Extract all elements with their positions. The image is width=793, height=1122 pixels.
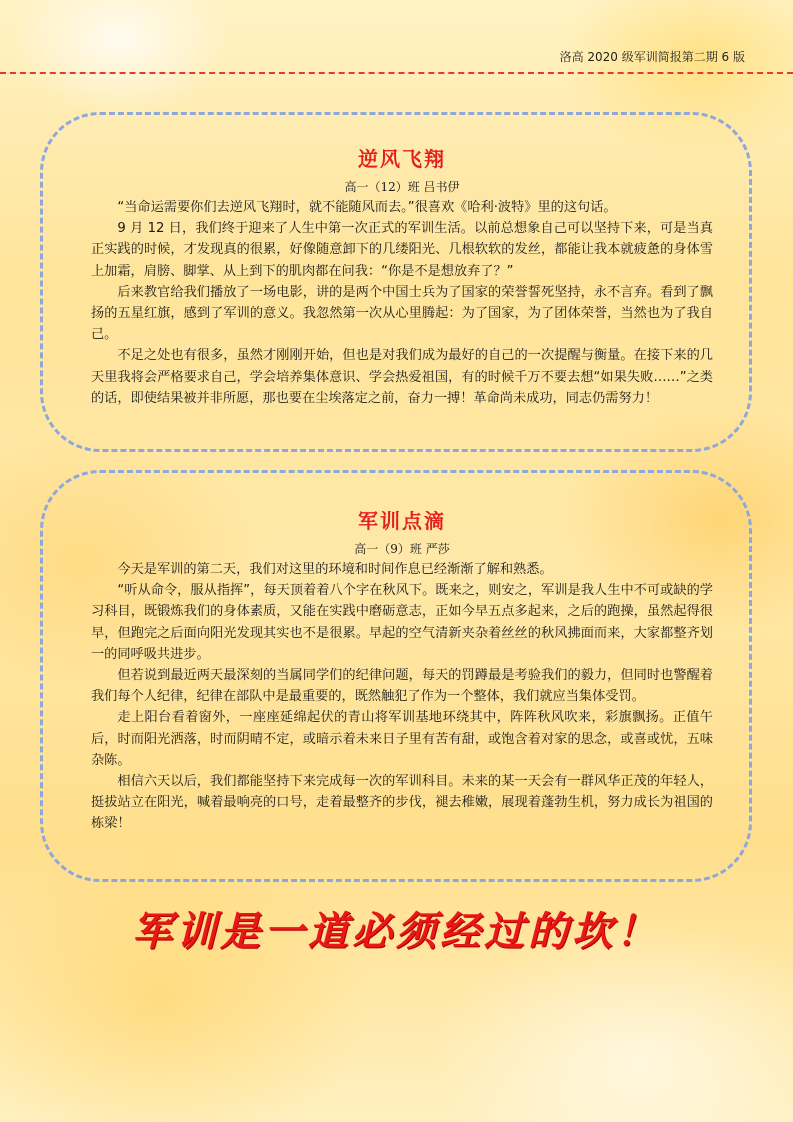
article-1-byline: 高一（12）班 吕书伊	[344, 180, 460, 194]
article-card-2	[40, 470, 752, 882]
article-1-paragraph: 9 月 12 日，我们终于迎来了人生中第一次正式的军训生活。以前总想象自己可以坚持下来，可是当真正实践的时候，才发现真的很累，好像随意卸下的几缕阳光、几根软软的发丝，都能让我本就疲惫的身体雪上加霜，肩膀、脚掌、从上到下的肌肉都在问我：“你是不是想放弃了？”	[91, 221, 713, 279]
article-2-paragraph: “听从命令，服从指挥”，每天顶着着八个字在秋风下。既来之，则安之，军训是我人生中不可或缺的学习科目，既锻炼我们的身体素质，又能在实践中磨砺意志，正如今早五点多起来，之后的跑操，虽然起得很早，但跑完之后面向阳光发现其实也不是很累。早起的空气清新夹杂着丝丝的秋风拂面而来，大家都整齐划一的同呼吸共进步。	[91, 583, 713, 662]
header-divider	[0, 72, 793, 74]
article-1-paragraph: “当命运需要你们去逆风飞翔时，就不能随风而去。”很喜欢《哈利·波特》里的这句话。	[117, 200, 617, 215]
issue-label: 洛高 2020 级军训简报第二期 6 版	[559, 50, 745, 64]
article-2-paragraph: 但若说到最近两天最深刻的当属同学们的纪律问题，每天的罚蹲最是考验我们的毅力，但同时也警醒着我们每个人纪律，纪律在部队中是最重要的，既然触犯了作为一个整体，我们就应当集体受罚。	[91, 668, 713, 705]
article-2-byline: 高一（9）班 严莎	[354, 542, 450, 556]
article-1-paragraph: 不足之处也有很多，虽然才刚刚开始，但也是对我们成为最好的自己的一次提醒与衡量。在接下来的几天里我将会严格要求自己，学会培养集体意识、学会热爱祖国，有的时候千万不要去想“如果失败……”之类的话，即使结果被并非所愿，那也要在尘埃落定之前，奋力一搏！革命尚未成功，同志仍需努力！	[91, 348, 713, 406]
article-2-title: 军训点滴	[358, 509, 446, 533]
article-2-paragraph: 走上阳台看着窗外，一座座延绵起伏的青山将军训基地环绕其中，阵阵秋风吹来，彩旗飘扬。正值午后，时而阳光洒落，时而阴晴不定，或暗示着未来日子里有苦有甜，或饱含着对家的思念，或喜或忧，五味杂陈。	[91, 710, 713, 768]
slogan-banner: 军训是一道必须经过的坎！	[132, 908, 660, 955]
article-2-paragraph: 今天是军训的第二天，我们对这里的环境和时间作息已经渐渐了解和熟悉。	[117, 562, 553, 577]
article-1-paragraph: 后来教官给我们播放了一场电影，讲的是两个中国士兵为了国家的荣誉誓死坚持，永不言弃。看到了飘扬的五星红旗，感到了军训的意义。我忽然第一次从心里腾起：为了国家，为了团体荣誉，当然也为了我自己。	[91, 284, 713, 343]
article-card-1	[40, 112, 752, 452]
article-1-title: 逆风飞翔	[358, 147, 446, 171]
article-2-paragraph: 相信六天以后，我们都能坚持下来完成每一次的军训科目。未来的某一天会有一群风华正茂的年轻人，挺拔站立在阳光，喊着最响亮的口号，走着最整齐的步伐，褪去稚嫩，展现着蓬勃生机，努力成长为祖国的栋梁！	[91, 774, 713, 832]
